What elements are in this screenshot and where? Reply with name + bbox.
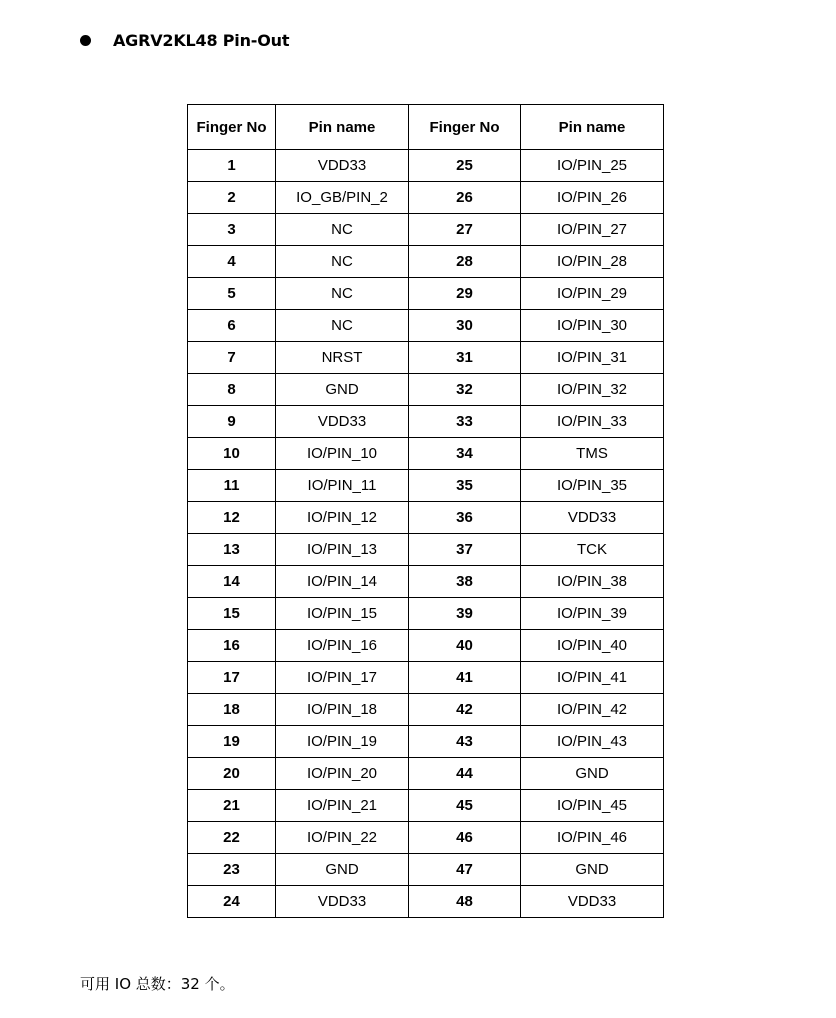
- finger-no-cell: 24: [188, 886, 276, 918]
- finger-no-cell: 43: [409, 726, 521, 758]
- finger-no-cell: 20: [188, 758, 276, 790]
- pin-name-cell: IO_GB/PIN_2: [276, 182, 409, 214]
- finger-no-cell: 34: [409, 438, 521, 470]
- finger-no-cell: 2: [188, 182, 276, 214]
- finger-no-cell: 42: [409, 694, 521, 726]
- bullet-icon: [80, 35, 91, 46]
- header-row: [188, 105, 664, 150]
- pin-name-cell: IO/PIN_38: [521, 566, 664, 598]
- pin-name-cell: NC: [276, 278, 409, 310]
- finger-no-cell: 30: [409, 310, 521, 342]
- pin-name-cell: GND: [521, 758, 664, 790]
- pin-name-cell: IO/PIN_14: [276, 566, 409, 598]
- finger-no-cell: 11: [188, 470, 276, 502]
- pin-name-cell: IO/PIN_26: [521, 182, 664, 214]
- pinout-table: [187, 104, 664, 918]
- pin-name-cell: IO/PIN_32: [521, 374, 664, 406]
- table-header: [188, 105, 664, 150]
- table-row: [188, 758, 664, 790]
- table-row: [188, 246, 664, 278]
- pin-name-cell: IO/PIN_29: [521, 278, 664, 310]
- finger-no-cell: 47: [409, 854, 521, 886]
- finger-no-cell: 45: [409, 790, 521, 822]
- pin-name-cell: VDD33: [276, 150, 409, 182]
- finger-no-cell: 8: [188, 374, 276, 406]
- finger-no-cell: 35: [409, 470, 521, 502]
- pin-name-cell: IO/PIN_43: [521, 726, 664, 758]
- table-row: [188, 598, 664, 630]
- table-row: [188, 566, 664, 598]
- table-row: [188, 726, 664, 758]
- finger-no-cell: 36: [409, 502, 521, 534]
- pin-name-cell: IO/PIN_19: [276, 726, 409, 758]
- table-row: [188, 214, 664, 246]
- pin-name-cell: IO/PIN_16: [276, 630, 409, 662]
- finger-no-cell: 29: [409, 278, 521, 310]
- pin-name-cell: NRST: [276, 342, 409, 374]
- finger-no-cell: 18: [188, 694, 276, 726]
- table-row: [188, 470, 664, 502]
- finger-no-cell: 10: [188, 438, 276, 470]
- table-row: [188, 406, 664, 438]
- pin-name-cell: IO/PIN_39: [521, 598, 664, 630]
- table-row: [188, 502, 664, 534]
- pin-name-cell: IO/PIN_28: [521, 246, 664, 278]
- finger-no-cell: 19: [188, 726, 276, 758]
- pin-name-cell: IO/PIN_18: [276, 694, 409, 726]
- table-row: [188, 438, 664, 470]
- finger-no-cell: 37: [409, 534, 521, 566]
- finger-no-cell: 39: [409, 598, 521, 630]
- finger-no-cell: 25: [409, 150, 521, 182]
- finger-no-cell: 7: [188, 342, 276, 374]
- finger-no-cell: 5: [188, 278, 276, 310]
- pin-name-cell: TCK: [521, 534, 664, 566]
- finger-no-cell: 12: [188, 502, 276, 534]
- finger-no-cell: 22: [188, 822, 276, 854]
- finger-no-cell: 38: [409, 566, 521, 598]
- pin-name-cell: IO/PIN_35: [521, 470, 664, 502]
- header-finger-no-left: Finger No: [188, 105, 276, 150]
- pin-name-cell: IO/PIN_45: [521, 790, 664, 822]
- finger-no-cell: 4: [188, 246, 276, 278]
- table-row: [188, 374, 664, 406]
- pin-name-cell: IO/PIN_27: [521, 214, 664, 246]
- finger-no-cell: 32: [409, 374, 521, 406]
- finger-no-cell: 27: [409, 214, 521, 246]
- finger-no-cell: 15: [188, 598, 276, 630]
- pin-name-cell: IO/PIN_20: [276, 758, 409, 790]
- finger-no-cell: 3: [188, 214, 276, 246]
- finger-no-cell: 46: [409, 822, 521, 854]
- pin-name-cell: IO/PIN_13: [276, 534, 409, 566]
- io-count-note: 可用 IO 总数：32 个。: [80, 975, 235, 993]
- table-row: [188, 790, 664, 822]
- pin-name-cell: IO/PIN_33: [521, 406, 664, 438]
- table-row: [188, 822, 664, 854]
- finger-no-cell: 41: [409, 662, 521, 694]
- finger-no-cell: 17: [188, 662, 276, 694]
- table-row: [188, 630, 664, 662]
- pin-name-cell: IO/PIN_11: [276, 470, 409, 502]
- pin-name-cell: GND: [276, 854, 409, 886]
- table-row: [188, 310, 664, 342]
- finger-no-cell: 26: [409, 182, 521, 214]
- finger-no-cell: 44: [409, 758, 521, 790]
- finger-no-cell: 13: [188, 534, 276, 566]
- finger-no-cell: 48: [409, 886, 521, 918]
- pin-name-cell: NC: [276, 246, 409, 278]
- pin-name-cell: IO/PIN_30: [521, 310, 664, 342]
- header-finger-no-right: Finger No: [409, 105, 521, 150]
- finger-no-cell: 16: [188, 630, 276, 662]
- table-row: [188, 182, 664, 214]
- finger-no-cell: 31: [409, 342, 521, 374]
- section-heading: [80, 28, 289, 52]
- finger-no-cell: 9: [188, 406, 276, 438]
- finger-no-cell: 28: [409, 246, 521, 278]
- header-pin-name-left: Pin name: [276, 105, 409, 150]
- pin-name-cell: IO/PIN_12: [276, 502, 409, 534]
- table-row: [188, 694, 664, 726]
- pin-name-cell: IO/PIN_41: [521, 662, 664, 694]
- pin-name-cell: IO/PIN_46: [521, 822, 664, 854]
- finger-no-cell: 33: [409, 406, 521, 438]
- table-body: [188, 150, 664, 918]
- table-row: [188, 662, 664, 694]
- finger-no-cell: 14: [188, 566, 276, 598]
- pin-name-cell: IO/PIN_22: [276, 822, 409, 854]
- pin-name-cell: TMS: [521, 438, 664, 470]
- finger-no-cell: 6: [188, 310, 276, 342]
- finger-no-cell: 40: [409, 630, 521, 662]
- pin-name-cell: GND: [521, 854, 664, 886]
- pin-name-cell: VDD33: [276, 406, 409, 438]
- page-title: AGRV2KL48 Pin-Out: [113, 30, 290, 50]
- pin-name-cell: NC: [276, 310, 409, 342]
- pin-name-cell: GND: [276, 374, 409, 406]
- table-row: [188, 342, 664, 374]
- pin-name-cell: IO/PIN_40: [521, 630, 664, 662]
- pin-name-cell: VDD33: [276, 886, 409, 918]
- table-row: [188, 854, 664, 886]
- header-pin-name-right: Pin name: [521, 105, 664, 150]
- pin-name-cell: IO/PIN_21: [276, 790, 409, 822]
- pin-name-cell: IO/PIN_31: [521, 342, 664, 374]
- pin-name-cell: IO/PIN_42: [521, 694, 664, 726]
- pin-name-cell: NC: [276, 214, 409, 246]
- pin-name-cell: IO/PIN_15: [276, 598, 409, 630]
- pin-name-cell: VDD33: [521, 502, 664, 534]
- table-row: [188, 150, 664, 182]
- table-row: [188, 886, 664, 918]
- table-row: [188, 278, 664, 310]
- table-row: [188, 534, 664, 566]
- finger-no-cell: 23: [188, 854, 276, 886]
- pin-name-cell: IO/PIN_17: [276, 662, 409, 694]
- pin-name-cell: IO/PIN_25: [521, 150, 664, 182]
- finger-no-cell: 21: [188, 790, 276, 822]
- pin-name-cell: VDD33: [521, 886, 664, 918]
- finger-no-cell: 1: [188, 150, 276, 182]
- pin-name-cell: IO/PIN_10: [276, 438, 409, 470]
